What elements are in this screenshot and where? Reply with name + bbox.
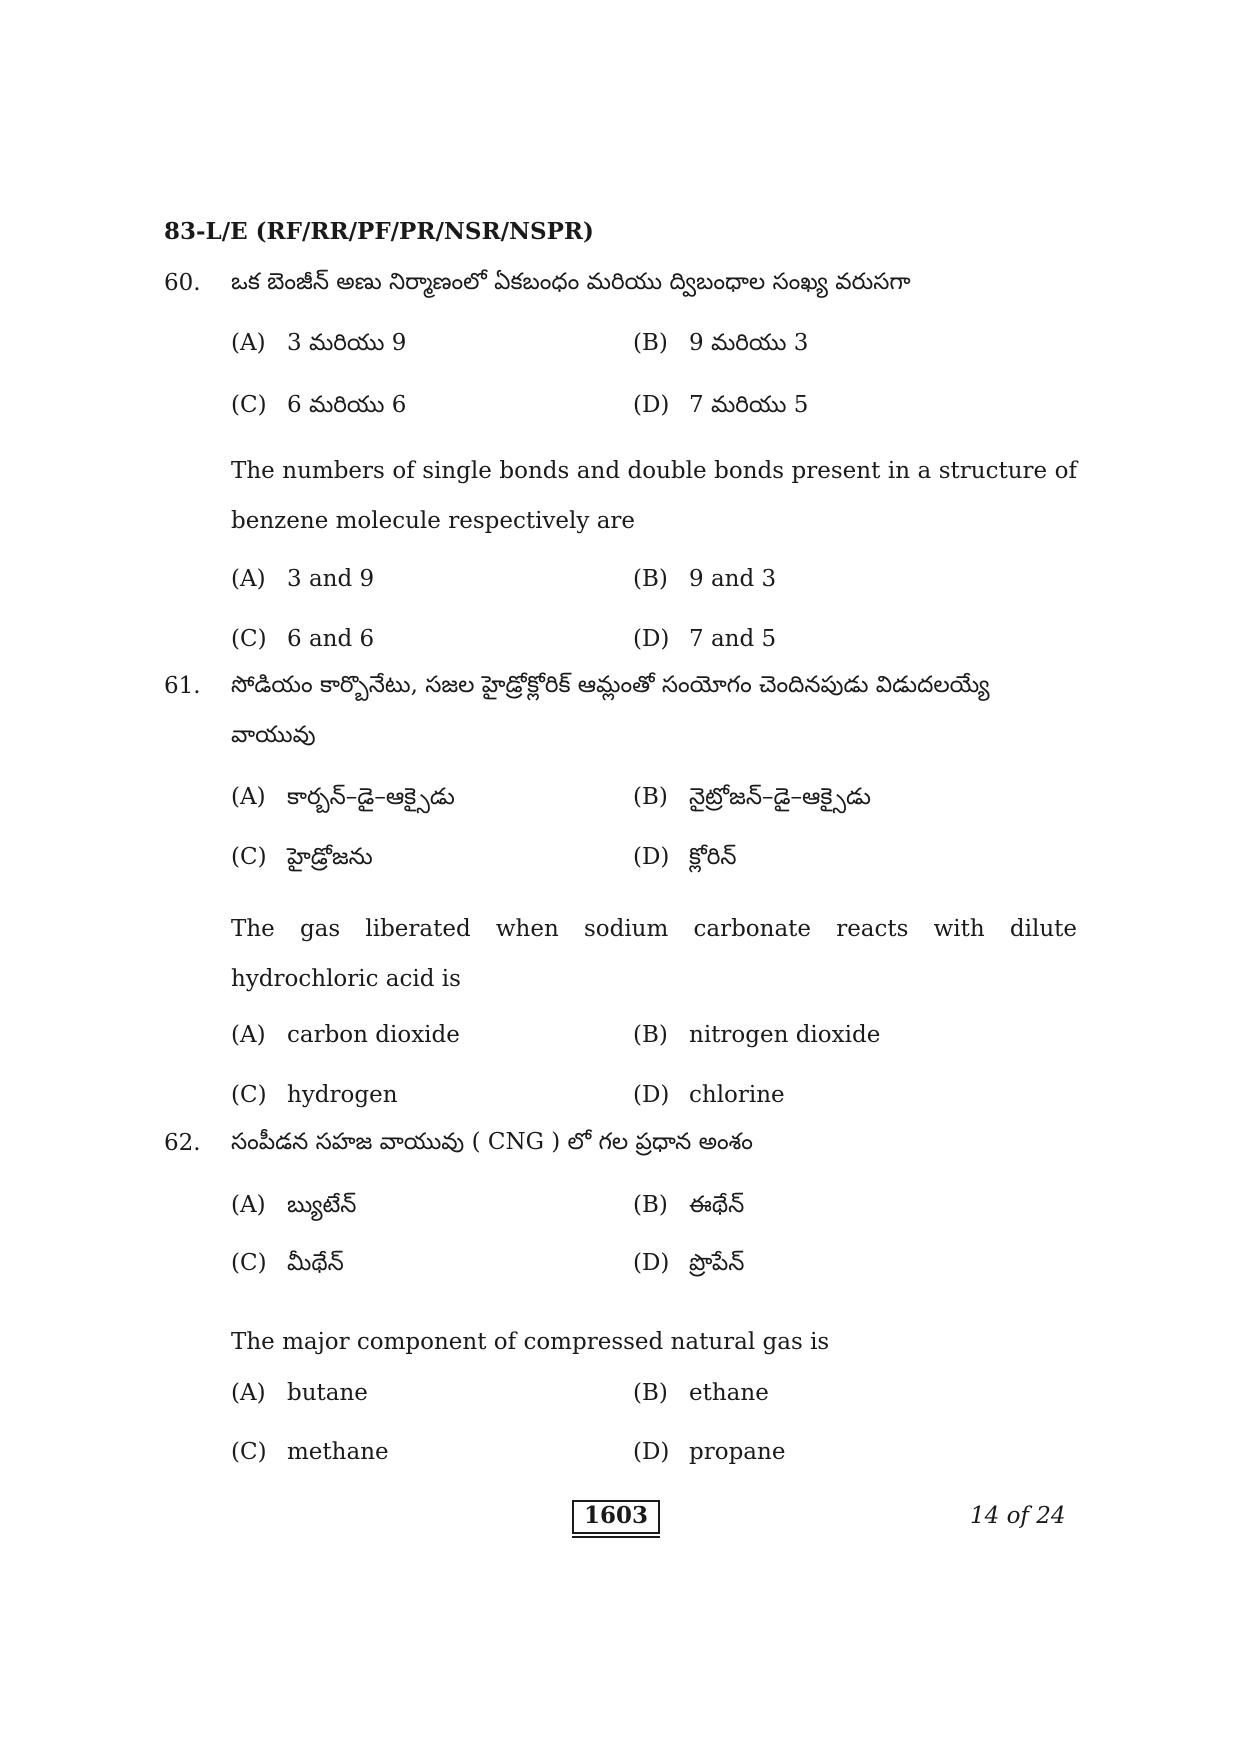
option-label: (C) <box>231 844 267 870</box>
option-b-telugu <box>633 1192 744 1224</box>
question-number: 60. <box>164 270 201 296</box>
option-label: (A) <box>231 1192 266 1218</box>
option-text: methane <box>287 1439 389 1465</box>
question-text-telugu-line1: సోడియం కార్బొనేటు, సజల హైడ్రోక్లోరిక్ ఆమ్లంతో సంయోగం చెందినపుడు విడుదలయ్యే <box>231 672 990 698</box>
option-label: (B) <box>633 330 668 356</box>
option-text: ఈథేన్ <box>689 1192 745 1218</box>
option-d-telugu <box>633 392 808 424</box>
booklet-code-box: 1603 <box>572 1500 660 1534</box>
option-b-english <box>633 1380 769 1406</box>
option-b-english <box>633 566 776 592</box>
paper-code-header: 83-L/E (RF/RR/PF/PR/NSR/NSPR) <box>164 218 594 245</box>
option-label: (A) <box>231 784 266 810</box>
option-label: (D) <box>633 1439 670 1465</box>
question-number: 61. <box>164 673 201 699</box>
option-label: (D) <box>633 392 670 418</box>
option-text: 3 మరియు 9 <box>287 330 407 356</box>
option-text: 9 and 3 <box>689 566 777 592</box>
option-a-english <box>231 1022 460 1048</box>
option-label: (A) <box>231 330 266 356</box>
option-c-english <box>231 626 374 652</box>
option-a-telugu <box>231 1192 356 1224</box>
question-number: 62. <box>164 1130 201 1156</box>
option-text: chlorine <box>689 1082 785 1108</box>
option-label: (A) <box>231 566 266 592</box>
option-label: (A) <box>231 1022 266 1048</box>
option-label: (B) <box>633 1192 668 1218</box>
option-a-english <box>231 566 374 592</box>
option-b-english <box>633 1022 880 1048</box>
option-a-telugu <box>231 784 455 816</box>
option-c-english <box>231 1439 389 1465</box>
option-label: (B) <box>633 784 668 810</box>
option-text: 7 మరియు 5 <box>689 392 809 418</box>
option-d-telugu <box>633 1250 744 1282</box>
question-text-english: The gas liberated when sodium carbonate reacts with dilute hydrochloric acid is <box>231 916 1077 992</box>
option-label: (A) <box>231 1380 266 1406</box>
option-text: నైట్రోజన్–డై–ఆక్సైడు <box>689 784 871 810</box>
question-text-english: The major component of compressed natural gas is <box>231 1329 830 1355</box>
option-label: (D) <box>633 1082 670 1108</box>
option-text: బ్యుటేన్ <box>287 1192 357 1218</box>
option-label: (C) <box>231 1439 267 1465</box>
option-text: మీథేన్ <box>287 1250 344 1276</box>
option-text: 6 మరియు 6 <box>287 392 407 418</box>
option-c-telugu <box>231 392 406 424</box>
option-text: butane <box>287 1380 368 1406</box>
option-label: (B) <box>633 566 668 592</box>
option-a-telugu <box>231 330 406 362</box>
option-label: (D) <box>633 844 670 870</box>
option-d-english <box>633 1439 785 1465</box>
option-label: (D) <box>633 1250 670 1276</box>
option-c-telugu <box>231 1250 344 1282</box>
option-label: (C) <box>231 626 267 652</box>
option-text: 7 and 5 <box>689 626 777 652</box>
option-b-telugu <box>633 330 808 362</box>
option-text: ప్రొపేన్ <box>689 1250 745 1276</box>
option-d-english <box>633 1082 785 1108</box>
question-text-english: The numbers of single bonds and double bonds present in a structure of benzene molecule respectively are <box>231 458 1077 534</box>
option-d-telugu <box>633 844 737 876</box>
option-label: (B) <box>633 1380 668 1406</box>
option-text: 6 and 6 <box>287 626 375 652</box>
question-text-telugu: ఒక బెంజీన్ అణు నిర్మాణంలో ఏకబంధం మరియు ద్విబంధాల సంఖ్య వరుసగా <box>231 269 911 295</box>
option-d-english <box>633 626 776 652</box>
option-c-telugu <box>231 844 373 876</box>
option-text: hydrogen <box>287 1082 398 1108</box>
option-text: nitrogen dioxide <box>689 1022 881 1048</box>
option-text: కార్బన్–డై–ఆక్సైడు <box>287 784 455 810</box>
option-b-telugu <box>633 784 871 816</box>
option-label: (B) <box>633 1022 668 1048</box>
option-label: (D) <box>633 626 670 652</box>
page-number: 14 of 24 <box>970 1503 1066 1529</box>
option-text: 9 మరియు 3 <box>689 330 809 356</box>
option-label: (C) <box>231 392 267 418</box>
option-c-english <box>231 1082 398 1108</box>
option-label: (C) <box>231 1250 267 1276</box>
question-text-telugu-line2: వాయువు <box>231 722 316 748</box>
option-label: (C) <box>231 1082 267 1108</box>
option-text: 3 and 9 <box>287 566 375 592</box>
option-text: carbon dioxide <box>287 1022 460 1048</box>
option-text: హైడ్రోజను <box>287 844 373 870</box>
question-text-telugu: సంపీడన సహజ వాయువు ( CNG ) లో గల ప్రధాన అంశం <box>231 1129 753 1155</box>
option-text: క్లోరిన్ <box>689 844 737 870</box>
option-text: propane <box>689 1439 786 1465</box>
option-text: ethane <box>689 1380 769 1406</box>
option-a-english <box>231 1380 368 1406</box>
